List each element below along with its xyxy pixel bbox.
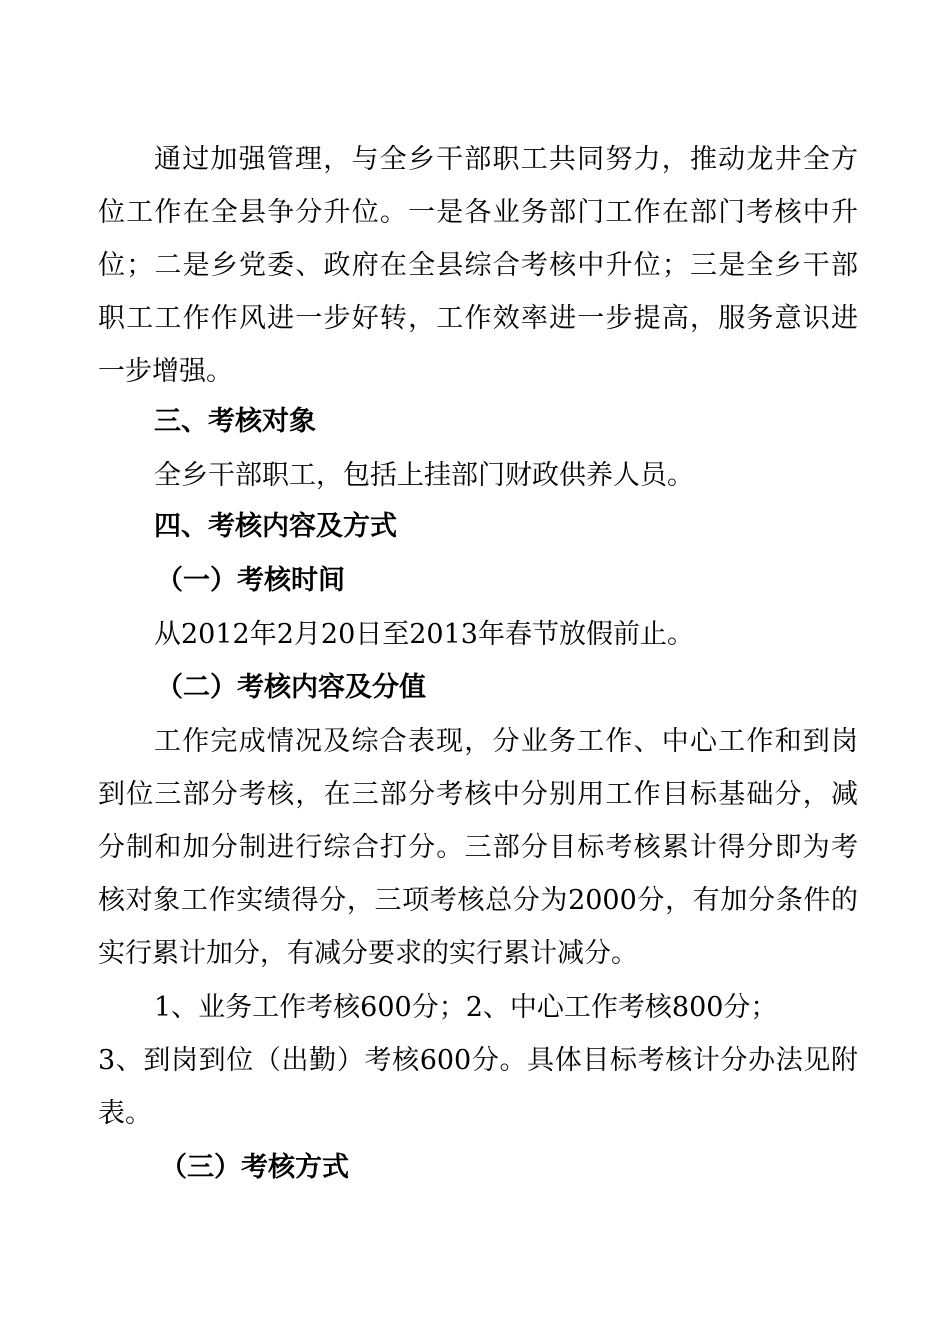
subsection-body: 从2012年2月20日至2013年春节放假前止。 bbox=[154, 619, 694, 650]
paragraph-line: 位；二是乡党委、政府在全县综合考核中升位；三是全乡干部 bbox=[98, 250, 858, 281]
section-body: 全乡干部职工，包括上挂部门财政供养人员。 bbox=[154, 460, 694, 491]
paragraph-line: 实行累计加分，有减分要求的实行累计减分。 bbox=[98, 938, 638, 969]
subsection-heading: （二）考核内容及分值 bbox=[156, 672, 426, 703]
paragraph-line: 工作完成情况及综合表现，分业务工作、中心工作和到岗 bbox=[154, 726, 858, 757]
subsection-heading: （一）考核时间 bbox=[156, 565, 345, 596]
list-line: 1、业务工作考核600分；2、中心工作考核800分； bbox=[154, 992, 778, 1023]
paragraph-line: 到位三部分考核，在三部分考核中分别用工作目标基础分，减 bbox=[98, 779, 858, 810]
subsection-heading: （三）考核方式 bbox=[160, 1152, 349, 1183]
paragraph-line: 职工工作作风进一步好转，工作效率进一步提高，服务意识进 bbox=[98, 303, 858, 334]
paragraph-line: 核对象工作实绩得分，三项考核总分为2000分，有加分条件的 bbox=[98, 885, 858, 916]
paragraph-line: 位工作在全县争分升位。一是各业务部门工作在部门考核中升 bbox=[98, 197, 858, 228]
section-heading: 四、考核内容及方式 bbox=[154, 511, 397, 542]
paragraph-line: 通过加强管理，与全乡干部职工共同努力，推动龙井全方 bbox=[154, 144, 858, 175]
paragraph-line: 一步增强。 bbox=[98, 356, 233, 387]
list-line: 3、到岗到位（出勤）考核600分。具体目标考核计分办法见附 bbox=[98, 1045, 858, 1076]
list-line: 表。 bbox=[98, 1098, 152, 1129]
section-heading: 三、考核对象 bbox=[154, 406, 316, 437]
paragraph-line: 分制和加分制进行综合打分。三部分目标考核累计得分即为考 bbox=[98, 832, 858, 863]
